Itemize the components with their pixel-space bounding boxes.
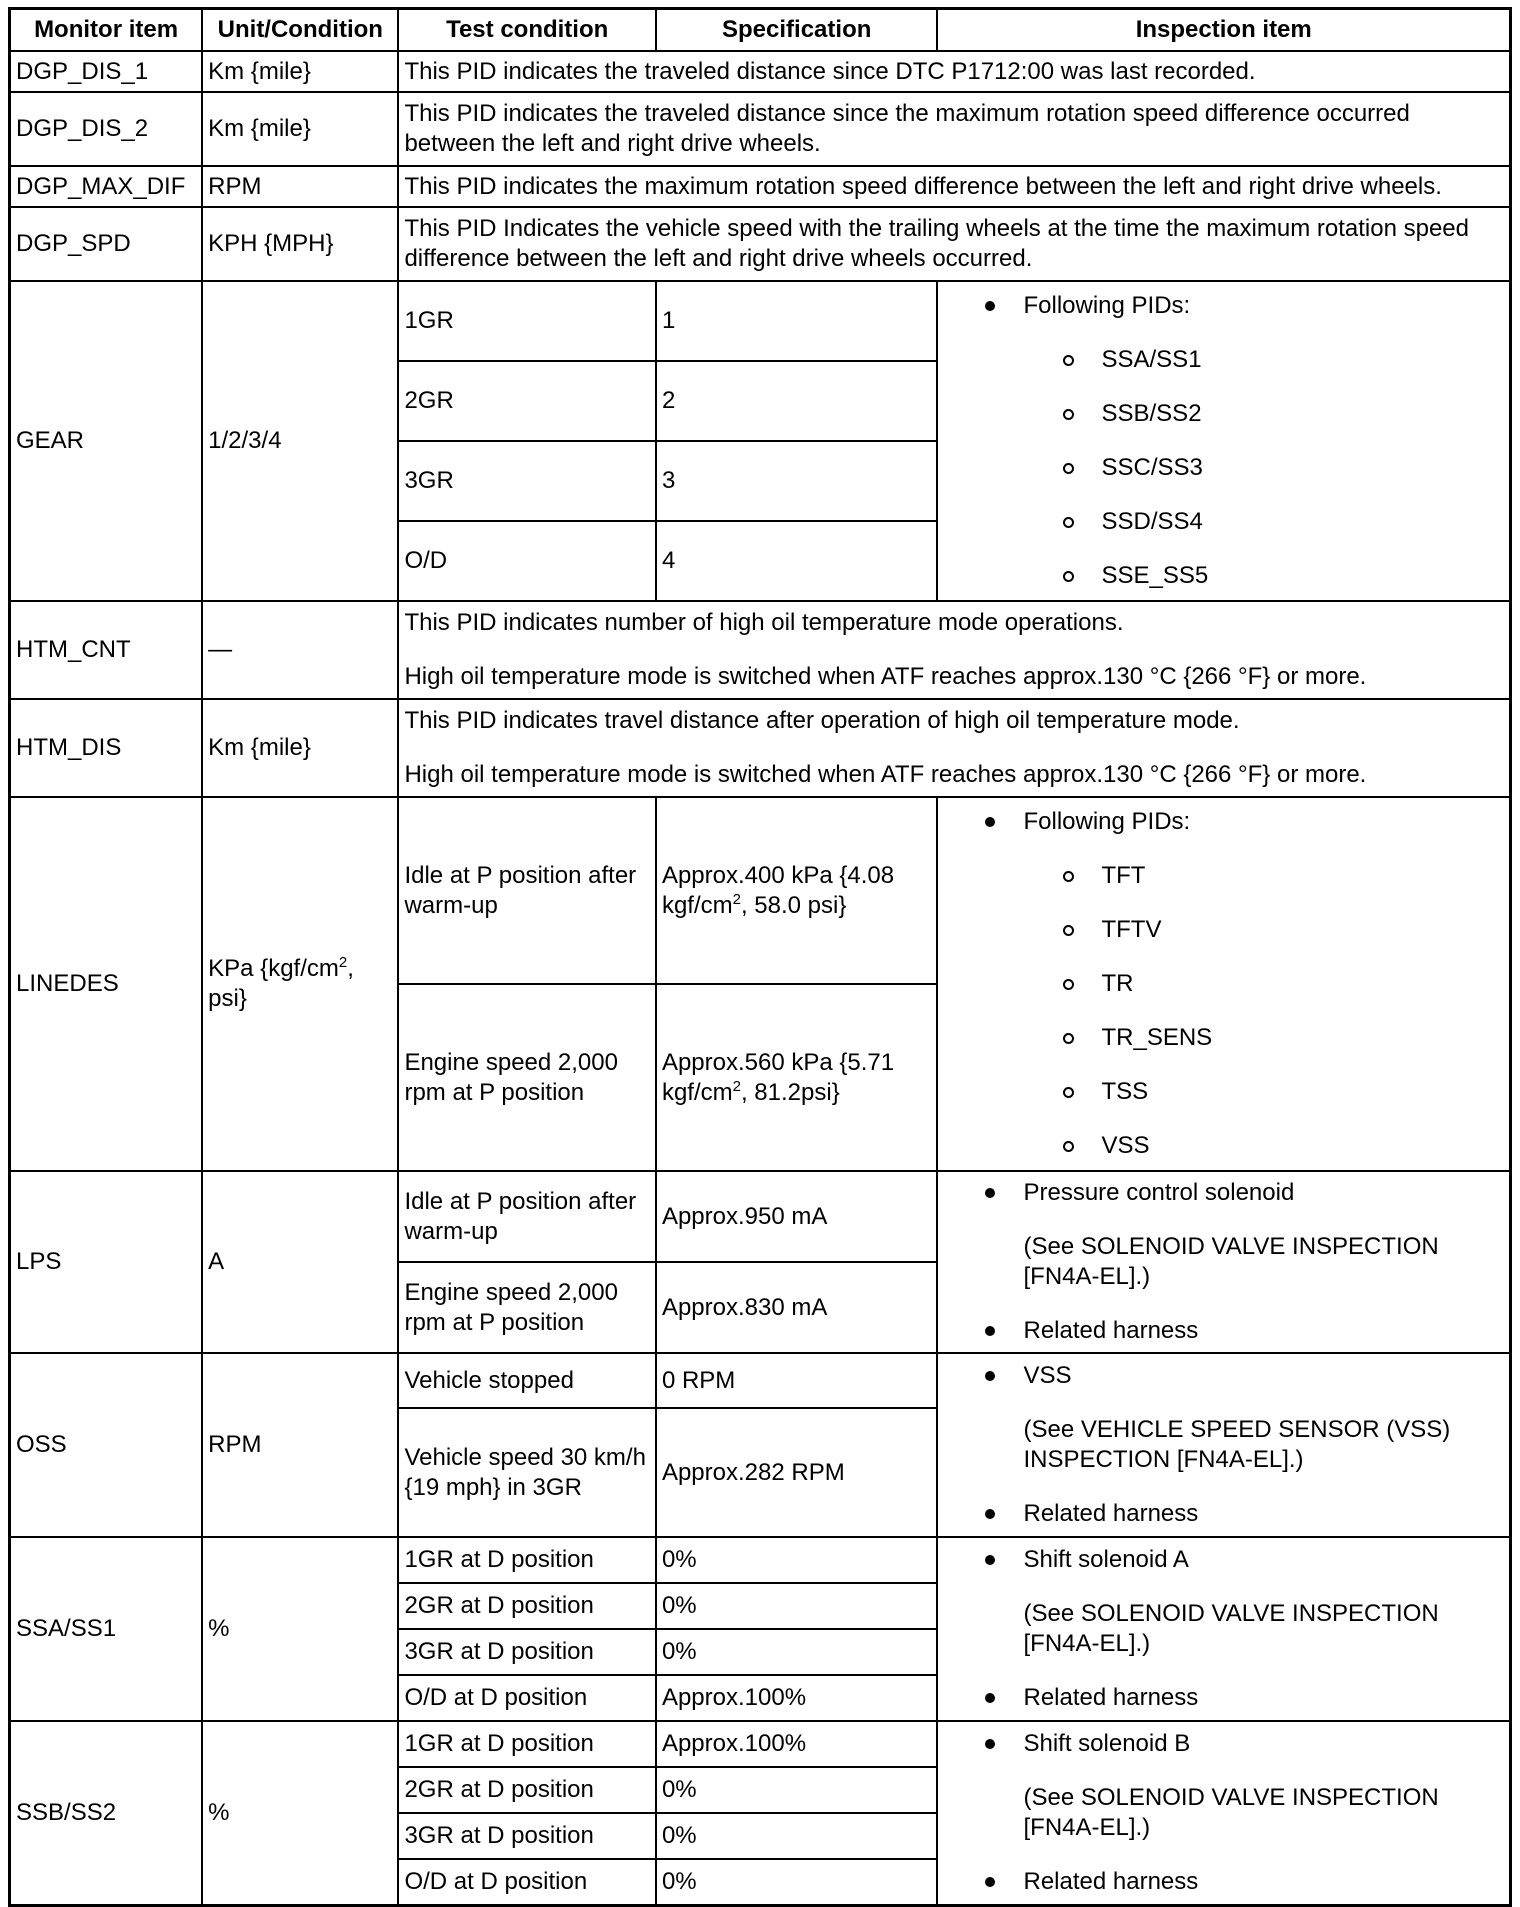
description: This PID indicates the traveled distance since DTC P1712:00 was last recorded.	[398, 51, 1510, 92]
table-row	[10, 1721, 1511, 1767]
test-condition: 3GR	[398, 441, 655, 521]
specification: Approx.400 kPa {4.08 kgf/$cm^2$, 58.0 psi}	[656, 797, 938, 984]
unit-condition: %	[202, 1537, 398, 1721]
specification: Approx.950 mA	[656, 1171, 938, 1262]
description-line: High oil temperature mode is switched when ATF reaches approx.130 °C {266 °F} or more.	[404, 761, 1367, 788]
specification: 0%	[656, 1629, 938, 1675]
description-line: This PID indicates travel distance after operation of high oil temperature mode.	[404, 707, 1240, 734]
inspection-bullet: Shift solenoid A	[943, 1545, 1504, 1575]
test-condition: O/D at D position	[398, 1859, 655, 1905]
monitor-item: GEAR	[10, 281, 203, 601]
header-specification: Specification	[656, 9, 938, 52]
inspection-note: (See SOLENOID VALVE INSPECTION [FN4A-EL].)	[1023, 1600, 1439, 1657]
table-row	[10, 166, 1511, 207]
inspection-bullet: Pressure control solenoid	[943, 1178, 1504, 1208]
table-row	[10, 1537, 1511, 1583]
specification: Approx.830 mA	[656, 1262, 938, 1353]
test-condition: 2GR at D position	[398, 1583, 655, 1629]
unit-condition: 1/2/3/4	[202, 281, 398, 601]
test-condition: Idle at P position after warm-up	[398, 1171, 655, 1262]
inspection-pid: TFT	[943, 861, 1504, 891]
description-line: This PID indicates number of high oil temperature mode operations.	[404, 609, 1124, 636]
specification: 0%	[656, 1583, 938, 1629]
specification: 4	[656, 521, 938, 601]
specification: 2	[656, 361, 938, 441]
inspection-bullet: Following PIDs:	[943, 291, 1504, 321]
description-line: High oil temperature mode is switched when ATF reaches approx.130 °C {266 °F} or more.	[404, 663, 1367, 690]
test-condition: O/D at D position	[398, 1675, 655, 1721]
test-condition: 3GR at D position	[398, 1813, 655, 1859]
specification: Approx.100%	[656, 1721, 938, 1767]
table-row	[10, 281, 1511, 361]
test-condition: 2GR at D position	[398, 1767, 655, 1813]
header-inspection-item: Inspection item	[937, 9, 1510, 52]
test-condition: Engine speed 2,000 rpm at P position	[398, 1262, 655, 1353]
unit-condition: Km {mile}	[202, 92, 398, 166]
inspection-pid: SSE_SS5	[943, 561, 1504, 591]
test-condition: 2GR	[398, 361, 655, 441]
inspection-bullet: Related harness	[943, 1499, 1504, 1529]
inspection-bullet: Related harness	[943, 1683, 1504, 1713]
description: This PID indicates the maximum rotation speed difference between the left and right drive wheels.	[398, 166, 1510, 207]
table-row	[10, 207, 1511, 281]
table-row	[10, 1353, 1511, 1408]
unit-condition: KPa {$kgf/cm^2$, psi}	[202, 797, 398, 1171]
inspection-pid: TR	[943, 969, 1504, 999]
unit-condition: RPM	[202, 166, 398, 207]
table-row	[10, 797, 1511, 984]
test-condition: Engine speed 2,000 rpm at P position	[398, 984, 655, 1171]
monitor-item-table	[8, 7, 1512, 1907]
description: This PID Indicates the vehicle speed with the trailing wheels at the time the maximum rotation speed difference between the left and right drive wheels occurred.	[398, 207, 1510, 281]
unit-condition: RPM	[202, 1353, 398, 1537]
test-condition: 3GR at D position	[398, 1629, 655, 1675]
monitor-item: SSA/SS1	[10, 1537, 203, 1721]
inspection-item	[937, 1171, 1510, 1353]
monitor-item: LINEDES	[10, 797, 203, 1171]
inspection-pid: SSC/SS3	[943, 453, 1504, 483]
inspection-bullet: Following PIDs:	[943, 807, 1504, 837]
inspection-bullet: VSS	[943, 1361, 1504, 1391]
table-row	[10, 699, 1511, 797]
monitor-item: DGP_SPD	[10, 207, 203, 281]
header-monitor-item: Monitor item	[10, 9, 203, 52]
inspection-item	[937, 1721, 1510, 1905]
specification: Approx.560 kPa {5.71 kgf/$cm^2$, 81.2psi}	[656, 984, 938, 1171]
table-row	[10, 92, 1511, 166]
inspection-note: (See SOLENOID VALVE INSPECTION [FN4A-EL].)	[1023, 1233, 1439, 1290]
table-row	[10, 601, 1511, 699]
test-condition: Vehicle speed 30 km/h {19 mph} in 3GR	[398, 1408, 655, 1537]
header-test-condition: Test condition	[398, 9, 655, 52]
inspection-pid: SSD/SS4	[943, 507, 1504, 537]
specification: Approx.100%	[656, 1675, 938, 1721]
unit-condition: KPH {MPH}	[202, 207, 398, 281]
specification: 3	[656, 441, 938, 521]
test-condition: Idle at P position after warm-up	[398, 797, 655, 984]
inspection-note: (See VEHICLE SPEED SENSOR (VSS) INSPECTION [FN4A-EL].)	[1023, 1416, 1451, 1473]
monitor-item: DGP_MAX_DIF	[10, 166, 203, 207]
specification: 0%	[656, 1767, 938, 1813]
specification: 0 RPM	[656, 1353, 938, 1408]
monitor-item: LPS	[10, 1171, 203, 1353]
unit-condition: %	[202, 1721, 398, 1905]
table-row	[10, 51, 1511, 92]
header-unit-condition: Unit/Condition	[202, 9, 398, 52]
inspection-pid: TSS	[943, 1077, 1504, 1107]
inspection-pid: VSS	[943, 1131, 1504, 1161]
specification: 0%	[656, 1537, 938, 1583]
monitor-item: HTM_CNT	[10, 601, 203, 699]
unit-condition: —	[202, 601, 398, 699]
monitor-item: SSB/SS2	[10, 1721, 203, 1905]
monitor-item: OSS	[10, 1353, 203, 1537]
description: This PID indicates the traveled distance since the maximum rotation speed difference occurred between the left and right drive wheels.	[398, 92, 1510, 166]
inspection-pid: TR_SENS	[943, 1023, 1504, 1053]
table-header-row	[10, 9, 1511, 52]
inspection-pid: SSA/SS1	[943, 345, 1504, 375]
inspection-pid: SSB/SS2	[943, 399, 1504, 429]
unit-condition: Km {mile}	[202, 51, 398, 92]
specification: Approx.282 RPM	[656, 1408, 938, 1537]
monitor-item: HTM_DIS	[10, 699, 203, 797]
description	[398, 601, 1510, 699]
inspection-item	[937, 797, 1510, 1171]
unit-condition: A	[202, 1171, 398, 1353]
specification: 0%	[656, 1859, 938, 1905]
test-condition: O/D	[398, 521, 655, 601]
specification: 1	[656, 281, 938, 361]
test-condition: 1GR	[398, 281, 655, 361]
inspection-bullet: Shift solenoid B	[943, 1729, 1504, 1759]
table-row	[10, 1171, 1511, 1262]
inspection-bullet: Related harness	[943, 1316, 1504, 1346]
monitor-item: DGP_DIS_2	[10, 92, 203, 166]
monitor-item: DGP_DIS_1	[10, 51, 203, 92]
test-condition: 1GR at D position	[398, 1537, 655, 1583]
description	[398, 699, 1510, 797]
test-condition: 1GR at D position	[398, 1721, 655, 1767]
specification: 0%	[656, 1813, 938, 1859]
inspection-pid: TFTV	[943, 915, 1504, 945]
inspection-note: (See SOLENOID VALVE INSPECTION [FN4A-EL].)	[1023, 1783, 1439, 1841]
inspection-item	[937, 281, 1510, 601]
test-condition: Vehicle stopped	[398, 1353, 655, 1408]
inspection-item	[937, 1537, 1510, 1721]
unit-condition: Km {mile}	[202, 699, 398, 797]
inspection-bullet: Related harness	[943, 1867, 1504, 1897]
inspection-item	[937, 1353, 1510, 1537]
